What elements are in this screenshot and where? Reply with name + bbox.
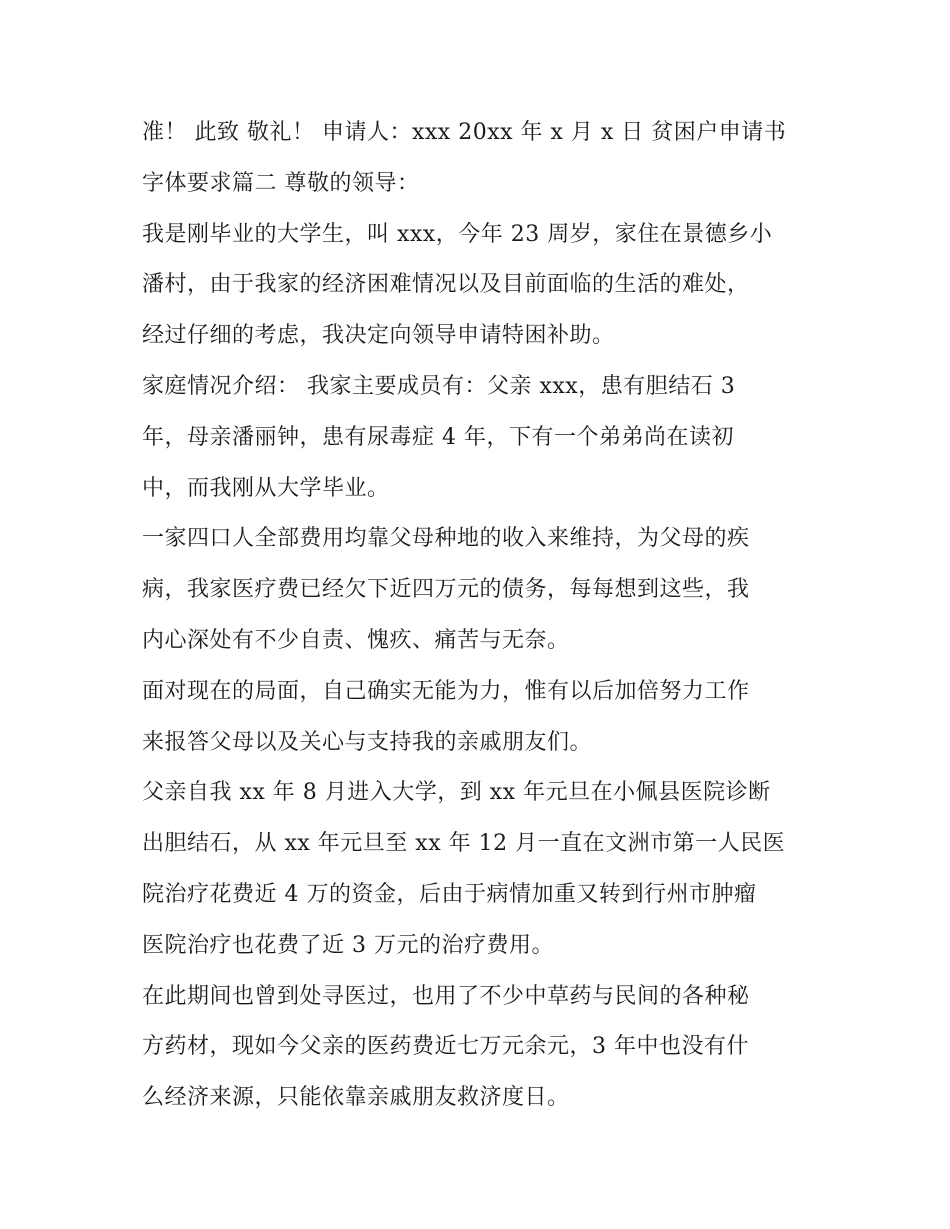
text-line: 父亲自我 xx 年 8 月进入大学，到 xx 年元旦在小佩县医院诊断	[142, 780, 771, 806]
text-line: 医院治疗也花费了近 3 万元的治疗费用。	[142, 932, 554, 958]
text-line: 我是刚毕业的大学生，叫 xxx，今年 23 周岁，家住在景德乡小	[142, 221, 773, 247]
text-line: 面对现在的局面，自己确实无能为力，惟有以后加倍努力工作	[142, 678, 750, 704]
text-line: 来报答父母以及关心与支持我的亲戚朋友们。	[142, 729, 593, 755]
text-line: 中，而我刚从大学毕业。	[142, 475, 390, 501]
document-body	[142, 108, 822, 1124]
text-line: 方药材，现如今父亲的医药费近七万元余元，3 年中也没有什	[142, 1034, 749, 1060]
text-line: 在此期间也曾到处寻医过，也用了不少中草药与民间的各种秘	[142, 983, 750, 1009]
text-line: 病，我家医疗费已经欠下近四万元的债务，每每想到这些，我	[142, 577, 750, 603]
text-line: 么经济来源，只能依靠亲戚朋友救济度日。	[142, 1085, 570, 1111]
text-line: 年，母亲潘丽钟，患有尿毒症 4 年，下有一个弟弟尚在读初	[142, 424, 734, 450]
text-line: 出胆结石，从 xx 年元旦至 xx 年 12 月一直在文洲市第一人民医	[142, 831, 786, 857]
text-line: 准！ 此致 敬礼！ 申请人：xxx 20xx 年 x 月 x 日 贫困户申请书	[142, 120, 787, 145]
text-line: 潘村，由于我家的经济困难情况以及目前面临的生活的难处，	[142, 272, 750, 298]
text-line: 经过仔细的考虑，我决定向领导申请特困补助。	[142, 323, 615, 349]
text-line: 字体要求篇二 尊敬的领导：	[142, 170, 420, 196]
text-line: 院治疗花费近 4 万的资金，后由于病情加重又转到行州市肿瘤	[142, 881, 757, 907]
text-line: 一家四口人全部费用均靠父母种地的收入来维持，为父母的疾	[142, 526, 750, 552]
text-line: 内心深处有不少自责、愧疚、痛苦与无奈。	[142, 627, 570, 653]
text-line: 家庭情况介绍： 我家主要成员有：父亲 xxx，患有胆结石 3	[142, 373, 736, 399]
